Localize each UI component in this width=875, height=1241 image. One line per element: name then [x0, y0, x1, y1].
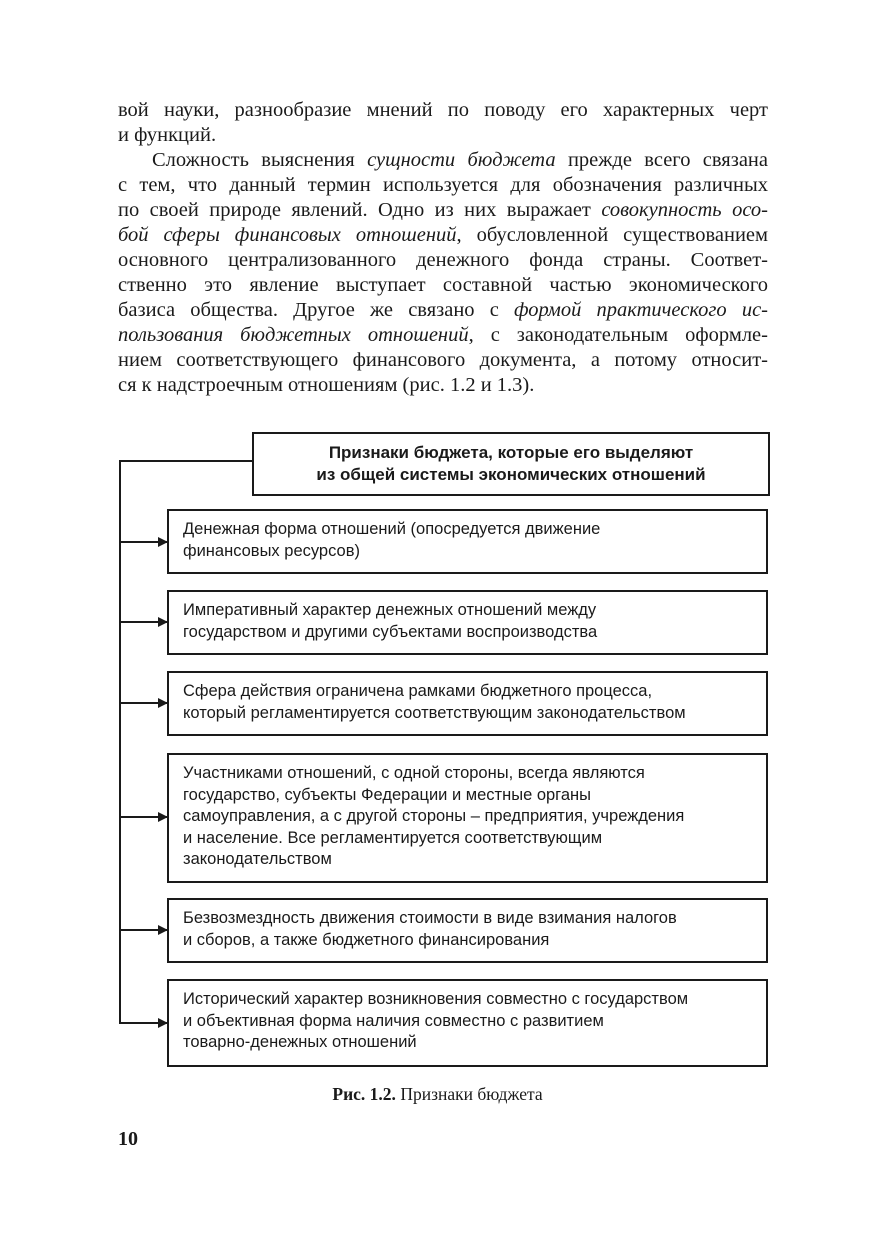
text-line: ся к надстроечным отношениям (рис. 1.2 и 1.3).	[118, 374, 535, 396]
feature-box-1	[167, 509, 768, 574]
text-line: бой сферы финансовых отношений, обусловленной существованием	[118, 224, 768, 246]
text-line: Сложность выяснения сущности бюджета прежде всего связана	[152, 149, 769, 171]
text-line: пользования бюджетных отношений, с законодательным оформле-	[118, 324, 768, 346]
page-number: 10	[118, 1128, 138, 1150]
diagram-header-text: Признаки бюджета, которые его выделяют из общей системы экономических отношений	[316, 443, 706, 484]
text-line: ственно это явление выступает составной частью экономического	[118, 274, 768, 296]
feature-text-3: Сфера действия ограничена рамками бюджетного процесса, который регламентируется соответствующим законодательством	[183, 682, 686, 722]
feature-box-6	[167, 979, 768, 1067]
text-line: базиса общества. Другое же связано с формой практического ис-	[118, 299, 768, 321]
text-line: по своей природе явлений. Одно из них выражает совокупность осо-	[118, 199, 768, 221]
text-line: основного централизованного денежного фонда страны. Соответ-	[118, 249, 768, 271]
text-line: и функций.	[118, 124, 217, 146]
figure-label: Рис. 1.2.	[332, 1084, 396, 1104]
feature-text-4: Участниками отношений, с одной стороны, всегда являются государство, субъекты Федерации и местные органы самоуправления, а с другой стороны – предприятия, учреждения и население. Все регламентируется соответствующим законодательством	[183, 764, 685, 868]
body-text	[118, 98, 768, 398]
text-line: вой науки, разнообразие мнений по поводу его характерных черт	[118, 99, 768, 121]
feature-text-6: Исторический характер возникновения совместно с государством и объективная форма наличия совместно с развитием товарно-денежных отношений	[183, 990, 689, 1051]
figure-caption	[0, 1084, 875, 1105]
feature-text-5: Безвозмездность движения стоимости в виде взимания налогов и сборов, а также бюджетного финансирования	[183, 909, 677, 949]
feature-box-4	[167, 753, 768, 883]
figure-title: Признаки бюджета	[400, 1084, 543, 1104]
feature-box-5	[167, 898, 768, 963]
text-line: с тем, что данный термин используется для обозначения различных	[118, 174, 768, 196]
feature-box-2	[167, 590, 768, 655]
feature-box-3	[167, 671, 768, 736]
feature-text-2: Императивный характер денежных отношений между государством и другими субъектами воспроизводства	[183, 601, 598, 641]
text-line: нием соответствующего финансового документа, а потому относит-	[118, 349, 768, 371]
feature-text-1: Денежная форма отношений (опосредуется движение финансовых ресурсов)	[183, 520, 601, 560]
diagram-header-box	[252, 432, 770, 496]
